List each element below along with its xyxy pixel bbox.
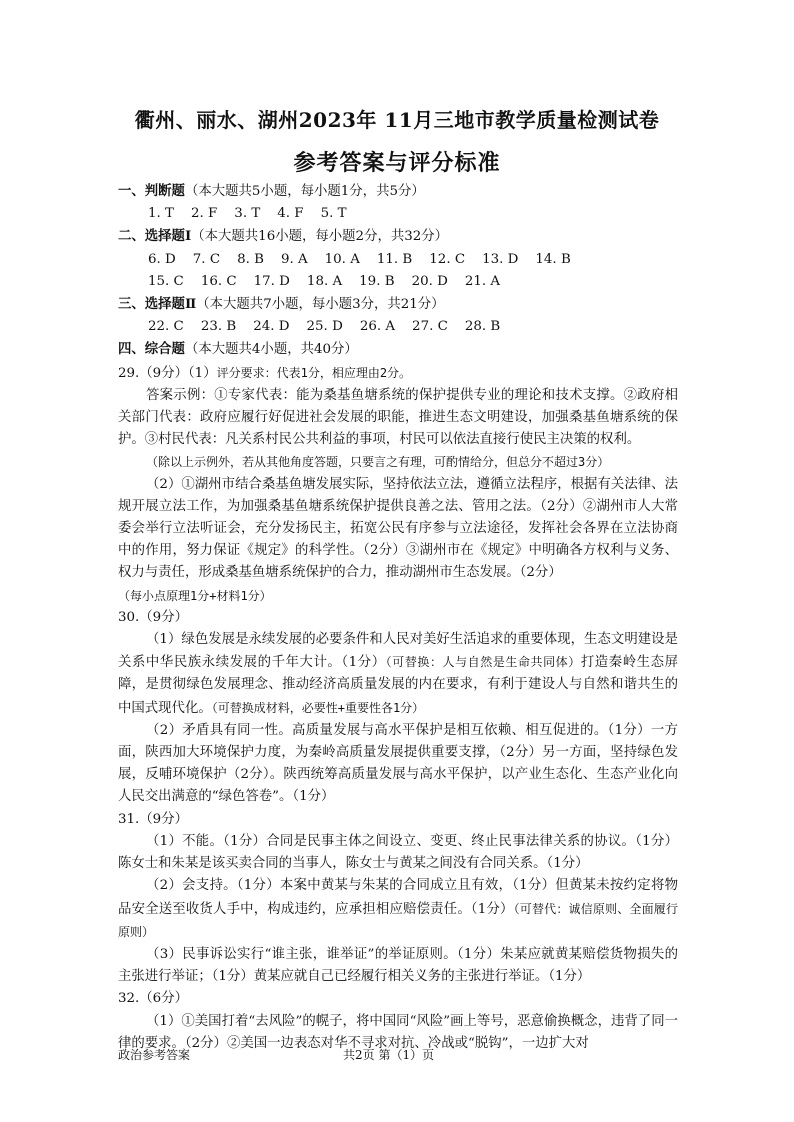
section-4-heading: 四、综合题（本大题共4小题，共40分） [118, 341, 358, 358]
footer-subject: 政治参考答案 [118, 1048, 191, 1062]
q30-part-2: （2）矛盾具有同一性。高质量发展与高水平保护是相互依赖、相互促进的。（1分）一方面，陕西加大环境保护力度，为秦岭高质量发展提供重要支撑，（2分）另一方面，坚持绿色发展，反哺环境保护（2分）。陕西统筹高质量发展与高水平保护，以产业生态化、生态产业化向人民交出满意的“绿色答卷”。（1分） [118, 722, 678, 805]
section-3-heading: 三、选择题Ⅱ（本大题共7小题，每小题3分，共21分） [118, 296, 445, 313]
q29-heading: 29.（9分）（1）评分要求：代表1分，相应理由2分。 [118, 365, 412, 381]
section-1-heading: 一、判断题（本大题共5小题，每小题1分，共5分） [118, 183, 425, 199]
q32-part-1: （1）①美国打着“去风险”的幌子，将中国同“风险”画上等号，恶意偷换概念，违背了同一律的要求。（2分）②美国一边表态对华不寻求对抗、冷战或“脱钩”，一边扩大对 [118, 1013, 678, 1051]
q29-scoring-note: （除以上示例外，若从其他角度答题，只要言之有理，可酌情给分，但总分不超过3分） [146, 455, 610, 470]
q31-heading: 31.（9分） [118, 811, 188, 827]
section-2-answers-row-1: 6. D 7. C 8. B 9. A 10. A 11. B 12. C 13. D 14. B [148, 251, 571, 267]
page-title: 衢州、丽水、湖州2023年 11月三地市教学质量检测试卷 [134, 108, 660, 132]
q30-part-1: （1）绿色发展是永续发展的必要条件和人民对美好生活追求的重要体现，生态文明建设是关系中华民族永续发展的千年大计。（1分）（可替换：人与自然是生命共同体）打造秦岭生态屏障，是贯彻绿色发展理念、推动经济高质量发展的内在要求，有利于建设人与自然和谐共生的中国式现代化。（可替换成材料，必要性+重要性各1分） [118, 632, 678, 716]
q30-heading: 30.（9分） [118, 609, 188, 625]
section-2-heading: 二、选择题Ⅰ（本大题共16小题，每小题2分，共32分） [118, 228, 449, 245]
section-3-answers: 22. C 23. B 24. D 25. D 26. A 27. C 28. B [148, 319, 501, 335]
footer-page-number: 共2页 第（1）页 [343, 1048, 435, 1062]
q29-part-2: （2）①湖州市结合桑基鱼塘发展实际，坚持依法立法，遵循立法程序，根据有关法律、法规开展立法工作，为加强桑基鱼塘系统保护提供良善之法、管用之法。（2分）②湖州市人大常委会举行立法听证会，充分发扬民主，拓宽公民有序参与立法途径，发挥社会各界在立法协商中的作用，努力保证《规定》的科学性。（2分）③湖州市在《规定》中明确各方权利与义务、权力与责任，形成桑基鱼塘系统保护的合力，推动湖州市生态发展。（2分） [118, 476, 678, 581]
q29-part-2-note: （每小点原理1分+材料1分） [118, 588, 272, 603]
q31-part-3: （3）民事诉讼实行“谁主张，谁举证”的举证原则。（1分）朱某应就黄某赔偿货物损失的主张进行举证；（1分）黄某应就自己已经履行相关义务的主张进行举证。（1分） [118, 946, 678, 985]
q31-part-1: （1）不能。（1分）合同是民事主体之间设立、变更、终止民事法律关系的协议。（1分）陈女士和朱某是该买卖合同的当事人，陈女士与黄某之间没有合同关系。（1分） [118, 833, 678, 872]
q31-part-2: （2）会支持。（1分）本案中黄某与朱某的合同成立且有效，（1分）但黄某未按约定将物品安全送至收货人手中，构成违约，应承担相应赔偿责任。（1分）（可替代：诚信原则、全面履行原则） [118, 878, 678, 939]
page-subtitle: 参考答案与评分标准 [293, 150, 501, 176]
q29-answer-example: 答案示例：①专家代表：能为桑基鱼塘系统的保护提供专业的理论和技术支撑。②政府相关部门代表：政府应履行好促进社会发展的职能，推进生态文明建设，加强桑基鱼塘系统的保护。③村民代表：凡关系村民公共利益的事项，村民可以依法直接行使民主决策的权利。 [118, 387, 678, 448]
section-2-answers-row-2: 15. C 16. C 17. D 18. A 19. B 20. D 21. A [148, 273, 501, 289]
q32-heading: 32.（6分） [118, 991, 188, 1007]
answer-content [118, 180, 678, 1055]
section-1-answers: 1. T 2. F 3. T 4. F 5. T [148, 206, 347, 222]
